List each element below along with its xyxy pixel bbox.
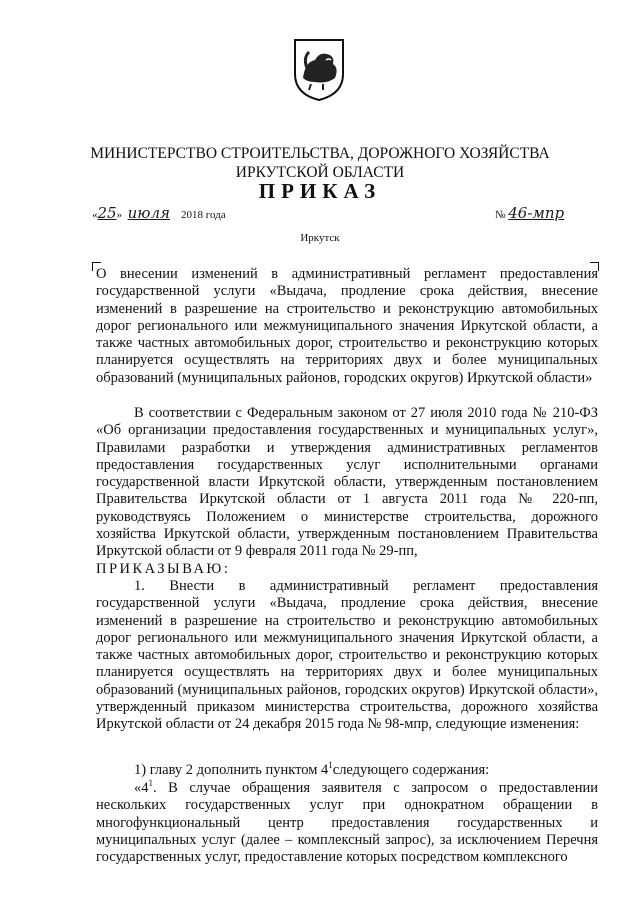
quote-paragraph [96, 780, 598, 866]
document-title: О внесении изменений в административный регламент предоставления государственной услуги «Выдача, продление срока действия, внесение изменений в разрешение на строительство и реконструкцию автомобильных дорог регионального или межмуниципального значения Иркутской области, а также частных автомобильных дорог, строительство и реконструкцию которых планируется осуществлять на территориях двух и более муниципальных образований (муниципальных районов, городских округов) Иркутской области» [96, 266, 598, 386]
preamble-paragraph: В соответствии с Федеральным законом от 27 июля 2010 года № 210-ФЗ «Об организации предоставления государственных и муниципальных услуг», Правилами разработки и утверждения административных регламентов предоставления государственных услуг исполнительными органами государственной власти Иркутской области, утвержденным постановлением Правительства Иркутской области от 1 августа 2011 года № 220-пп, руководствуясь Положением о министерстве строительства, дорожного хозяйства Иркутской области, утвержденным постановлением Правительства Иркутской области от 9 февраля 2011 года № 29-пп, [96, 405, 598, 560]
subitem-1-tail: следующего содержания: [332, 762, 490, 778]
subitem-1-sup: 1 [328, 760, 333, 771]
subitem-1-text: 1) главу 2 дополнить пунктом 4 [134, 762, 329, 778]
number-prefix: № [495, 209, 506, 221]
order-word: ПРИКАЗЫВАЮ: [96, 561, 231, 577]
number-value: 46-мпр [508, 204, 565, 222]
document-type: ПРИКАЗ [258, 179, 382, 203]
quote-text: . В случае обращения заявителя с запросом о предоставлении нескольких государственных услуг при однократном обращении в многофункциональный центр предоставления государственных и муниципальных услуг (далее – комплексный запрос), за исключением Перечня государственных услуг, предоставление которых посредством комплексного [96, 780, 598, 866]
subitem-1 [134, 762, 489, 779]
document-number [495, 204, 564, 222]
ministry-name-line2: ИРКУТСКОЙ ОБЛАСТИ [235, 164, 405, 181]
document-date: «25» июля 2018 года [92, 204, 226, 222]
quote-sup: 1 [148, 778, 153, 789]
quote-start: «4 [134, 780, 149, 796]
item-1-paragraph: 1. Внести в административный регламент предоставления государственной услуги «Выдача, продление срока действия, внесение изменений в разрешение на строительство и реконструкцию автомобильных дорог регионального или межмуниципального значения Иркутской области, а также частных автомобильных дорог, строительство и реконструкцию которых планируется осуществлять на территориях двух и более муниципальных образований (муниципальных районов, городских округов) Иркутской области», утвержденный приказом министерства строительства, дорожного хозяйства Иркутской области от 24 декабря 2015 года № 98-мпр, следующие изменения: [96, 578, 598, 733]
date-year: 2018 года [180, 209, 226, 221]
document-city: Иркутск [300, 232, 340, 244]
date-day: 25 [97, 204, 117, 222]
coat-of-arms-icon [293, 38, 345, 102]
date-month: июля [127, 204, 170, 222]
ministry-name-line1: МИНИСТЕРСТВО СТРОИТЕЛЬСТВА, ДОРОЖНОГО ХОЗЯЙСТВА [90, 145, 550, 162]
